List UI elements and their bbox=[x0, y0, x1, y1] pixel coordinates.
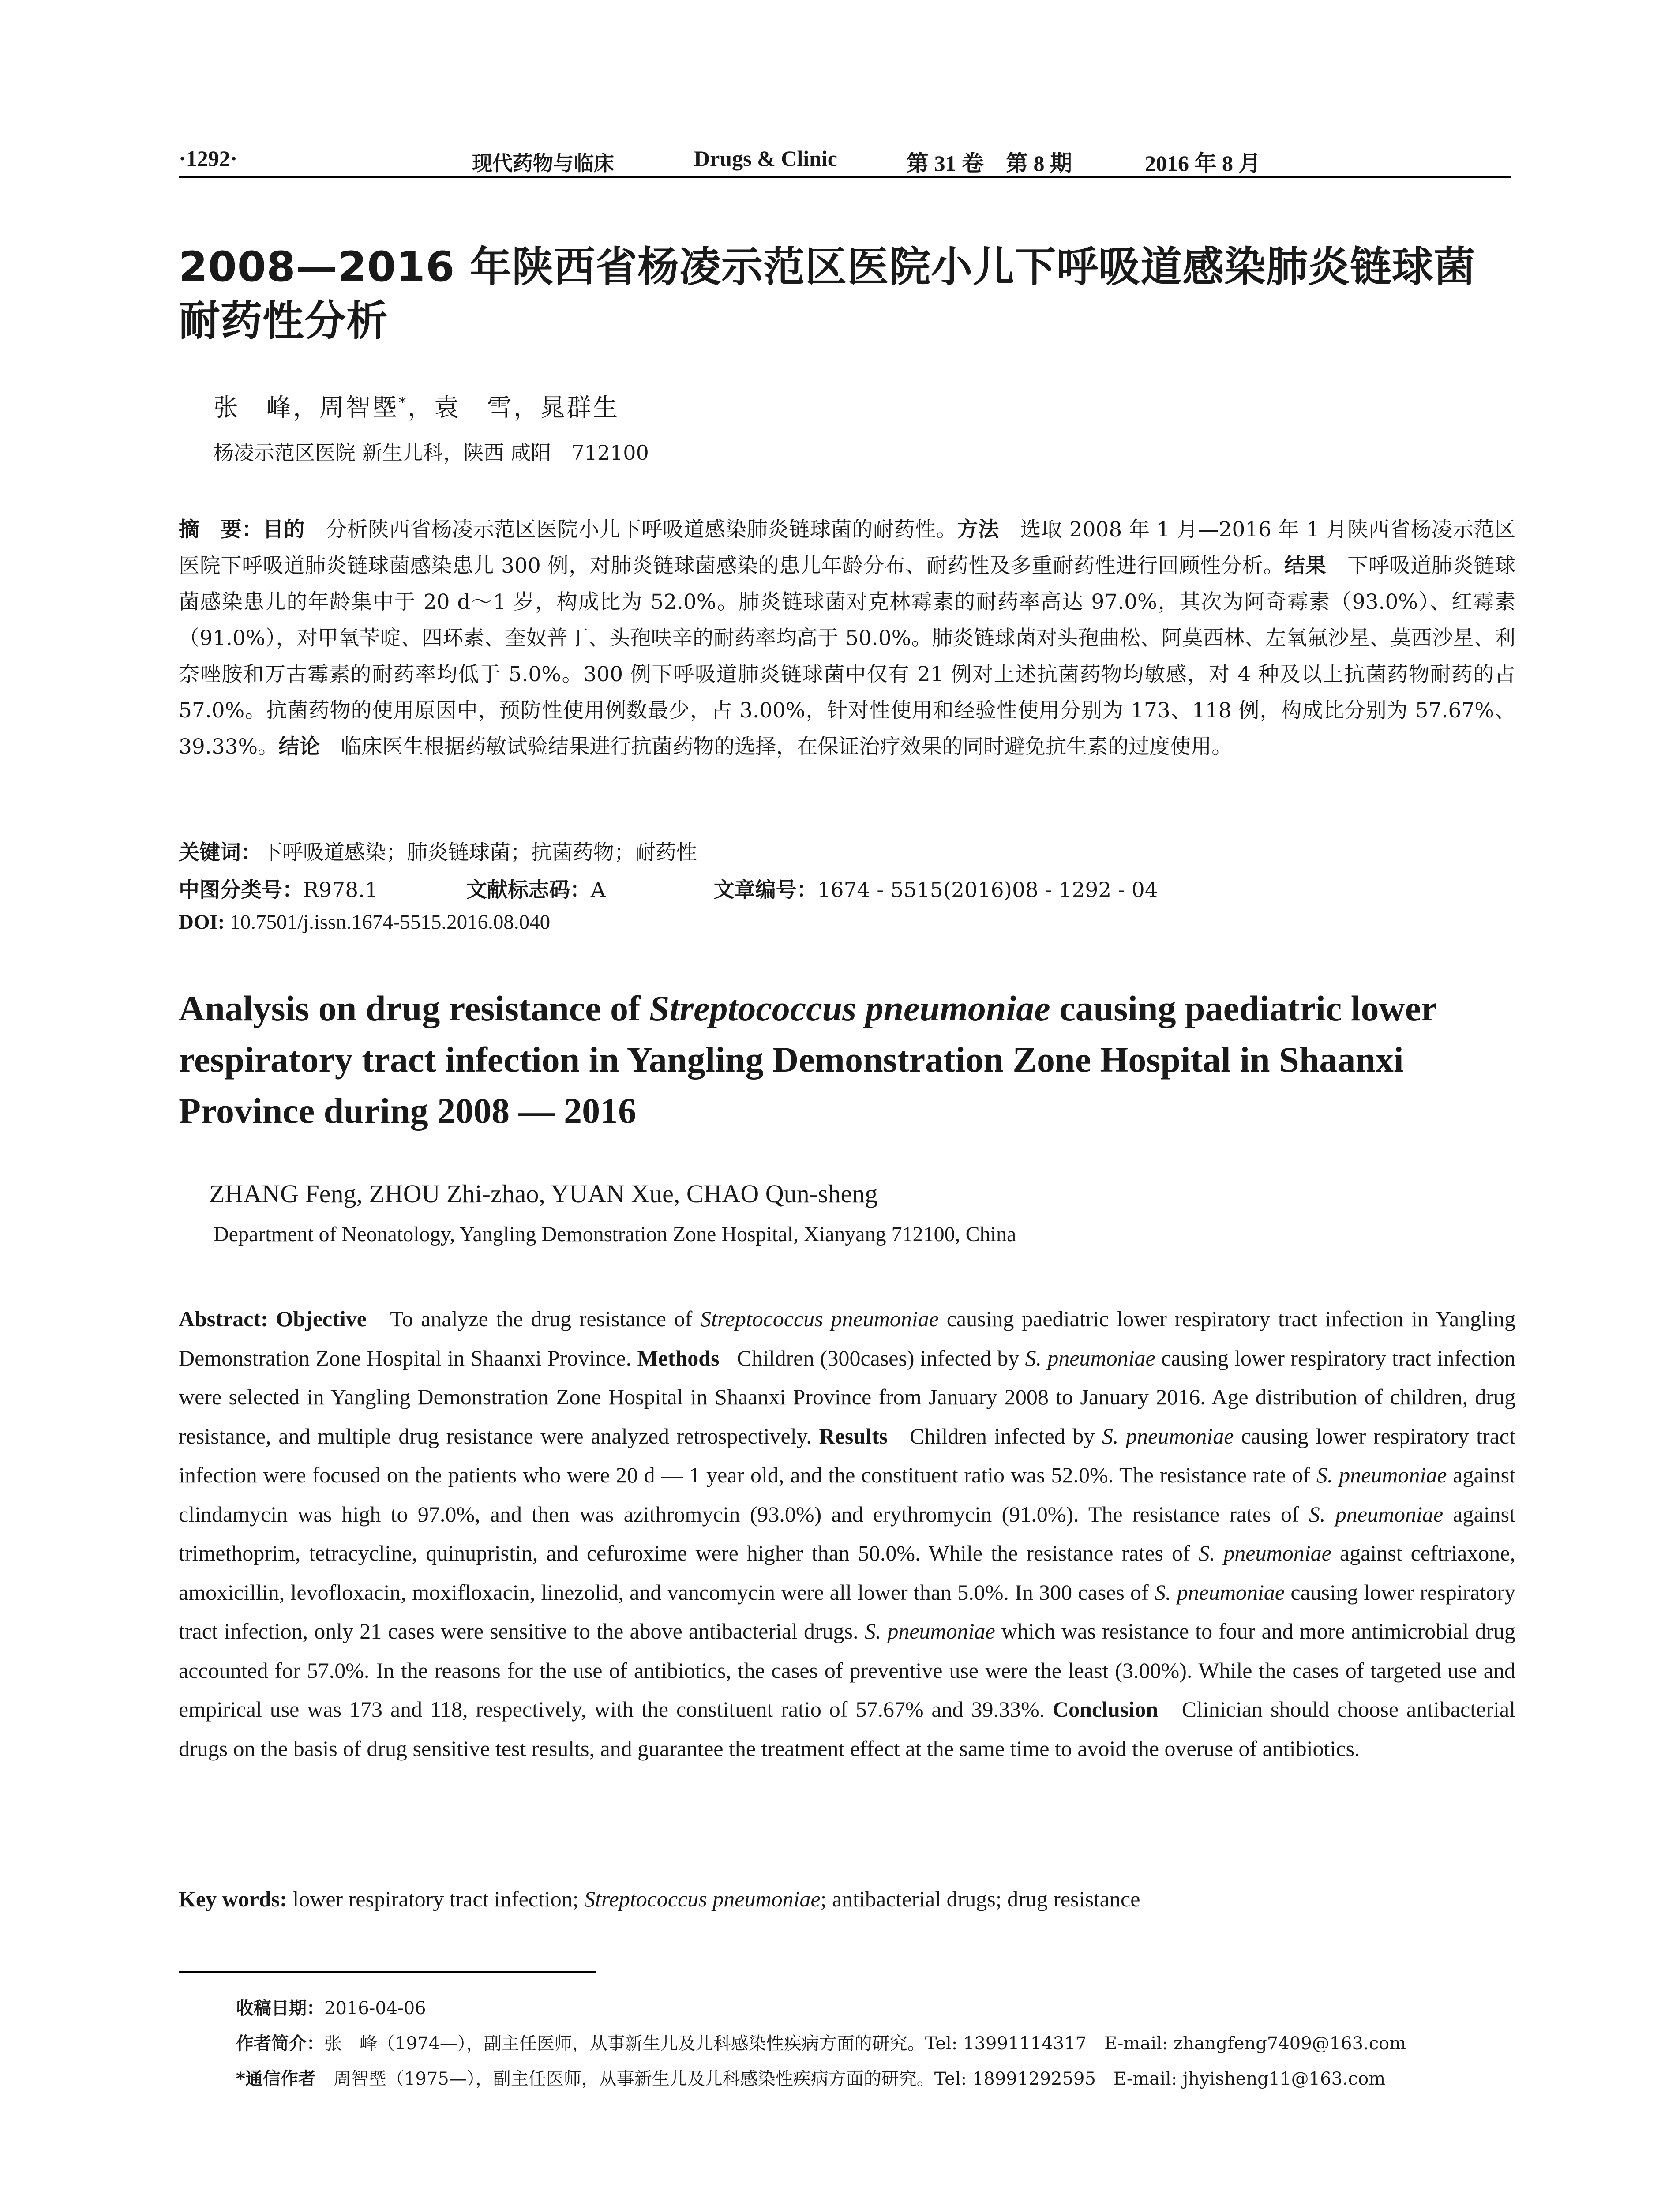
abstract-en-text: against ceftriaxone, amoxicillin, levofloxacin, moxifloxacin, linezolid, and vancomycin were all lower than 5.0%. In 300 cases of bbox=[179, 1541, 1515, 1605]
abstract-en-text: Children (300cases) infected by bbox=[737, 1345, 1025, 1370]
authors-en: ZHANG Feng, ZHOU Zhi-zhao, YUAN Xue, CHAO Qun-sheng bbox=[209, 1179, 878, 1208]
footnote-corresponding bbox=[236, 2065, 1385, 2090]
abstract-en-text: To analyze the drug resistance of bbox=[390, 1306, 701, 1331]
classification-row bbox=[179, 874, 1158, 903]
objective-text-cn: 分析陕西省杨凌示范区医院小儿下呼吸道感染肺炎链球菌的耐药性。 bbox=[326, 518, 957, 542]
abstract-en-text: causing lower respiratory tract infection, only 21 cases were sensitive to the above antibacterial drugs. bbox=[179, 1579, 1516, 1643]
corresponding-author-mark: * bbox=[399, 394, 408, 411]
clc-label: 中图分类号： bbox=[179, 878, 303, 902]
species-name: Streptococcus pneumoniae bbox=[584, 1887, 821, 1911]
keywords-cn-text: 下呼吸道感染；肺炎链球菌；抗菌药物；耐药性 bbox=[262, 840, 697, 865]
bio-text: 张 峰（1974—），副主任医师，从事新生儿及儿科感染性疾病方面的研究。Tel: 13991114317 E-mail: zhangfeng7409@163.com bbox=[324, 2033, 1406, 2054]
keywords-en bbox=[179, 1886, 1140, 1912]
doi-value: 10.7501/j.issn.1674-5515.2016.08.040 bbox=[230, 911, 551, 934]
species-name: S. pneumoniae bbox=[1025, 1345, 1155, 1370]
abstract-en-text: against clindamycin was high to 97.0%, and then was azithromycin (93.0%) and erythromycin (91.0%). The resistance rates of bbox=[179, 1463, 1515, 1527]
objective-label-cn: 目的 bbox=[262, 518, 305, 542]
abstract-en-text: Children infected by bbox=[910, 1423, 1102, 1448]
abstract-en-text: against trimethoprim, tetracycline, quinupristin, and cefuroxime were higher than 50.0%. While the resistance rates of bbox=[179, 1501, 1515, 1565]
issue-date: 2016 年 8 月 bbox=[1145, 151, 1261, 176]
running-header bbox=[179, 140, 1511, 176]
abstract-en-text: causing lower respiratory tract infection were selected in Yangling Demonstration Zone Hospital in Shaanxi Province from January 2008 to January 2016. Age distribution of children, drug resistance, and multiple drug resistance were analyzed retrospectively. bbox=[179, 1345, 1516, 1448]
conclusion-label-en: Conclusion bbox=[1053, 1697, 1159, 1722]
journal-name-cn: 现代药物与临床 bbox=[472, 151, 614, 175]
corresponding-label: *通信作者 bbox=[236, 2069, 316, 2089]
doc-code-label: 文献标志码： bbox=[466, 878, 591, 902]
page-number: ·1292· bbox=[179, 146, 238, 171]
received-label: 收稿日期： bbox=[236, 1998, 324, 2018]
species-name: S. pneumoniae bbox=[864, 1619, 995, 1643]
article-number-label: 文章编号： bbox=[713, 878, 818, 902]
abstract-en-text: Clinician should choose antibacterial drugs on the basis of drug sensitive test results, and guarantee the treatment effect at the same time to avoid the overuse of antibiotics. bbox=[179, 1697, 1516, 1761]
keywords-cn-label: 关键词： bbox=[179, 840, 262, 865]
methods-label-cn: 方法 bbox=[957, 518, 999, 542]
authors-cn bbox=[214, 388, 619, 424]
results-label-en: Results bbox=[819, 1423, 888, 1448]
authors-cn-names-rest: ，袁 雪，晁群生 bbox=[408, 394, 619, 422]
keywords-en-text: ; antibacterial drugs; drug resistance bbox=[820, 1887, 1140, 1911]
footnote-rule bbox=[179, 1971, 596, 1973]
clc-value: R978.1 bbox=[303, 878, 378, 902]
keywords-en-text: lower respiratory tract infection; bbox=[287, 1887, 585, 1911]
journal-name-en: Drugs & Clinic bbox=[694, 146, 837, 171]
abstract-en-text: causing lower respiratory tract infection were focused on the patients who were 20 d — 1 year old, and the constituent ratio was 52.0%. The resistance rate of bbox=[179, 1423, 1515, 1487]
footnote-author-bio bbox=[236, 2030, 1406, 2055]
abstract-cn bbox=[179, 512, 1515, 765]
title-en-species: Streptococcus pneumoniae bbox=[649, 988, 1050, 1028]
doi-row bbox=[179, 910, 550, 934]
article-number-value: 1674 - 5515(2016)08 - 1292 - 04 bbox=[817, 878, 1158, 902]
footnote-received bbox=[236, 1994, 426, 2019]
species-name: S. pneumoniae bbox=[1309, 1501, 1444, 1527]
doc-code-value: A bbox=[590, 878, 606, 902]
conclusion-text-cn: 临床医生根据药敏试验结果进行抗菌药物的选择，在保证治疗效果的同时避免抗生素的过度使用。 bbox=[341, 735, 1233, 759]
methods-text-cn: 选取 2008 年 1 月—2016 年 1 月陕西省杨凌示范区医院下呼吸道肺炎链球菌感染患儿 300 例，对肺炎链球菌感染的患儿年龄分布、耐药性及多重耐药性进行回顾性分析。 bbox=[179, 518, 1516, 578]
keywords-cn bbox=[179, 836, 697, 866]
abstract-cn-label: 摘 要： bbox=[179, 518, 263, 542]
doi-label: DOI: bbox=[179, 911, 225, 934]
conclusion-label-cn: 结论 bbox=[278, 735, 320, 759]
abstract-en bbox=[179, 1299, 1515, 1768]
abstract-en-text: causing paediatric lower respiratory tract infection in Yangling Demonstration Zone Hospital in Shaanxi Province. bbox=[179, 1306, 1515, 1370]
bio-label: 作者简介： bbox=[236, 2033, 324, 2054]
title-en-part2: causing paediatric lower respiratory tract infection in Yangling Demonstration Zone Hospital in Shaanxi Province during 2008 — 2016 bbox=[179, 988, 1437, 1131]
keywords-en-label: Key words: bbox=[179, 1887, 287, 1911]
received-date: 2016-04-06 bbox=[324, 1998, 426, 2018]
title-en bbox=[179, 983, 1515, 1137]
header-rule bbox=[179, 176, 1511, 178]
affiliation-en: Department of Neonatology, Yangling Demonstration Zone Hospital, Xianyang 712100, China bbox=[214, 1223, 1016, 1246]
species-name: S. pneumoniae bbox=[1316, 1463, 1447, 1487]
corresponding-text: 周智塈（1975—），副主任医师，从事新生儿及儿科感染性疾病方面的研究。Tel: 18991292595 E-mail: jhyisheng11@163.com bbox=[315, 2069, 1386, 2089]
species-name: S. pneumoniae bbox=[1102, 1423, 1234, 1448]
abstract-en-label: Abstract: Objective bbox=[179, 1306, 367, 1331]
volume-issue: 第 31 卷 第 8 期 bbox=[907, 151, 1072, 176]
species-name: S. pneumoniae bbox=[1154, 1579, 1285, 1605]
affiliation-cn: 杨凌示范区医院 新生儿科，陕西 咸阳 712100 bbox=[214, 441, 649, 465]
abstract-en-text: which was resistance to four and more antimicrobial drug accounted for 57.0%. In the reasons for the use of antibiotics, the cases of preventive use were the least (3.00%). While the cases of targeted use and empirical use was 173 and 118, respectively, with the constituent ratio of 57.67% and 39.33%. bbox=[179, 1619, 1515, 1722]
title-cn: 2008—2016 年陕西省杨凌示范区医院小儿下呼吸道感染肺炎链球菌耐药性分析 bbox=[179, 243, 1476, 345]
results-text-cn: 下呼吸道肺炎链球菌感染患儿的年龄集中于 20 d～1 岁，构成比为 52.0%。肺炎链球菌对克林霉素的耐药率高达 97.0%，其次为阿奇霉素（93.0%）、红霉素（91.0%），对甲氧苄啶、四环素、奎奴普丁、头孢呋辛的耐药率均高于 50.0%。肺炎链球菌对头孢曲松、阿莫西林、左氧氟沙星、莫西沙星、利奈唑胺和万古霉素的耐药率均低于 5.0%。300 例下呼吸道肺炎链球菌中仅有 21 例对上述抗菌药物均敏感，对 4 种及以上抗菌药物耐药的占 57.0%。抗菌药物的使用原因中，预防性使用例数最少，占 3.00%，针对性使用和经验性使用分别为 173、118 例，构成比分别为 57.67%、39.33%。 bbox=[179, 554, 1516, 759]
authors-cn-names: 张 峰，周智塈 bbox=[214, 394, 399, 422]
title-en-part1: Analysis on drug resistance of bbox=[179, 988, 649, 1028]
methods-label-en: Methods bbox=[637, 1345, 720, 1370]
species-name: S. pneumoniae bbox=[1198, 1541, 1331, 1565]
results-label-cn: 结果 bbox=[1284, 554, 1327, 578]
species-name: Streptococcus pneumoniae bbox=[700, 1306, 939, 1331]
